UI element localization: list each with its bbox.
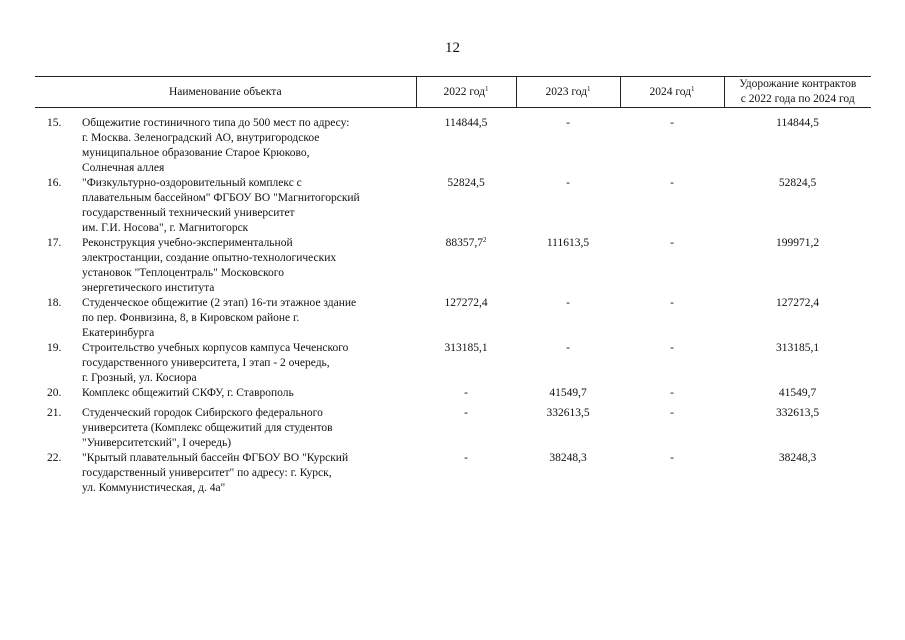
row-number: 21. (47, 407, 62, 419)
table-row (35, 451, 871, 496)
value-total: 127272,4 (775, 297, 820, 309)
value-2023: - (566, 117, 570, 129)
object-name (82, 116, 416, 176)
value-total: 52824,5 (778, 177, 817, 189)
row-number: 20. (47, 387, 62, 399)
row-number: 22. (47, 452, 62, 464)
value-total: 38248,3 (778, 452, 817, 464)
object-name-line: Реконструкция учебно-экспериментальной (82, 237, 293, 249)
table-row (35, 236, 871, 296)
object-name-line: "Крытый плавательный бассейн ФГБОУ ВО "Курский (82, 452, 349, 464)
header-2023: 2023 год$^1$ (516, 77, 620, 108)
object-name-line: государственного университета, I этап - 2 очередь, (82, 357, 330, 369)
object-name-line: по пер. Фонвизина, 8, в Кировском районе г. (82, 312, 300, 324)
value-2023: - (566, 342, 570, 354)
value-2023: 332613,5 (546, 407, 590, 419)
value-2023: 111613,5 (546, 237, 590, 249)
value-2024: - (670, 237, 674, 249)
value-2022: - (464, 387, 468, 399)
row-content (35, 296, 416, 341)
value-total: 313185,1 (775, 342, 820, 354)
value-2024: - (670, 342, 674, 354)
object-name-line: Комплекс общежитий СКФУ, г. Ставрополь (82, 387, 294, 399)
row-content (35, 116, 416, 176)
row-number: 15. (47, 117, 62, 129)
object-name (82, 296, 416, 341)
object-name-line: "Университетский", I очередь) (82, 437, 232, 449)
object-name (82, 236, 416, 296)
header-object-name: Наименование объекта (35, 77, 416, 108)
object-name-line: установок "Теплоцентраль" Московского (82, 267, 284, 279)
object-name-line: Екатеринбурга (82, 327, 155, 339)
value-2022: 114844,5 (444, 117, 488, 129)
row-content (35, 406, 416, 451)
object-name-line: Строительство учебных корпусов кампуса Чеченского (82, 342, 349, 354)
value-total: 199971,2 (775, 237, 820, 249)
table-header (35, 77, 871, 117)
object-name-line: г. Москва. Зеленоградский АО, внутригородское (82, 132, 320, 144)
value-2022: 88357,7$^2$ (445, 236, 487, 249)
value-2023: - (566, 177, 570, 189)
header-2022: 2022 год$^1$ (416, 77, 516, 108)
value-2024: - (670, 177, 674, 189)
value-2024: - (670, 407, 674, 419)
object-name-line: Студенческий городок Сибирского федерального (82, 407, 323, 419)
page-number: 12 (445, 40, 460, 56)
object-name (82, 451, 416, 496)
header-2024: 2024 год$^1$ (620, 77, 724, 108)
object-name-line: ул. Коммунистическая, д. 4а" (82, 482, 226, 494)
value-2022: 52824,5 (447, 177, 485, 189)
value-2024: - (670, 117, 674, 129)
value-total: 114844,5 (776, 117, 819, 129)
object-name (82, 406, 416, 451)
object-name-line: Солнечная аллея (82, 162, 165, 174)
table-body (35, 116, 871, 496)
value-2023: 41549,7 (549, 387, 587, 399)
object-name-line: электростанции, создание опытно-технологических (82, 252, 337, 264)
object-name-line: им. Г.И. Носова", г. Магнитогорск (82, 222, 249, 234)
table-row (35, 176, 871, 236)
row-content (35, 451, 416, 496)
object-name-line: "Физкультурно-оздоровительный комплекс с (82, 177, 302, 189)
object-name-line: Студенческое общежитие (2 этап) 16-ти этажное здание (82, 297, 357, 309)
object-name-line: муниципальное образование Старое Крюково, (82, 147, 310, 159)
row-content (35, 341, 416, 386)
table-row (35, 296, 871, 341)
value-2023: 38248,3 (549, 452, 587, 464)
value-2024: - (670, 387, 674, 399)
value-2022: - (464, 452, 468, 464)
table-row (35, 406, 871, 451)
value-2022: 313185,1 (444, 342, 488, 354)
value-2024: - (670, 297, 674, 309)
row-content (35, 236, 416, 296)
table-row (35, 341, 871, 386)
object-name-line: г. Грозный, ул. Косиора (82, 372, 197, 384)
object-name (82, 386, 416, 401)
row-number: 18. (47, 297, 62, 309)
object-name-line: Общежитие гостиничного типа до 500 мест по адресу: (82, 117, 350, 129)
object-name-line: энергетического института (82, 282, 215, 294)
object-name (82, 341, 416, 386)
value-2023: - (566, 297, 570, 309)
table-row (35, 116, 871, 176)
object-name-line: плавательным бассейном" ФГБОУ ВО "Магнитогорский (82, 192, 360, 204)
header-total: Удорожание контрактов с 2022 года по 2024 год (724, 77, 871, 108)
row-content (35, 176, 416, 236)
value-2022: - (464, 407, 468, 419)
table-row (35, 386, 871, 406)
value-2022: 127272,4 (444, 297, 488, 309)
value-2024: - (670, 452, 674, 464)
object-name (82, 176, 416, 236)
object-name-line: государственный университет" по адресу: г. Курск, (82, 467, 332, 479)
row-number: 19. (47, 342, 62, 354)
object-name-line: государственный технический университет (82, 207, 295, 219)
value-total: 41549,7 (778, 387, 817, 399)
value-total: 332613,5 (775, 407, 820, 419)
object-name-line: университета (Комплекс общежитий для студентов (82, 422, 333, 434)
row-content (35, 386, 416, 406)
row-number: 16. (47, 177, 62, 189)
row-number: 17. (47, 237, 62, 249)
objects-table (35, 76, 871, 496)
